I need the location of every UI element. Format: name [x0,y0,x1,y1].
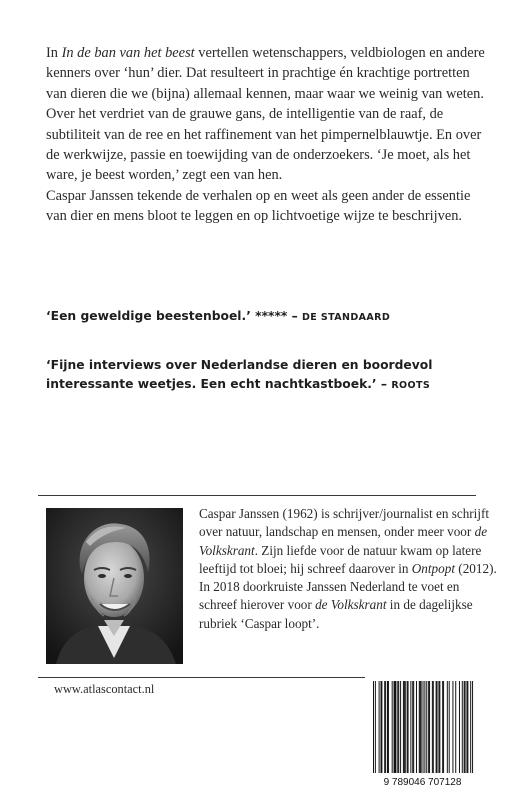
barcode-bar [394,681,395,773]
blurb-body: vertellen wetenschappers, veldbiologen en andere kenners over ‘hun’ dier. Dat resulteert in prachtige én krachtige portretten van dieren die we (bijna) allemaal kennen, maar waar we weinig van weten. Over het verdriet van de grauwe gans, de intelligentie van de raaf, de subtiliteit van de ree en het raffinement van het pimpernelblauwtje. En over de werkwijze, passie en toewijding van de onderzoekers. ‘Je moet, als het ware, je beest worden,’ zegt een van hen. [46,45,485,184]
barcode-bar [380,681,381,773]
isbn-barcode [365,677,480,792]
review-quote-roots [46,356,486,395]
quote-text: ‘Een geweldige beestenboel.’ ***** – [46,309,303,323]
barcode-bar [437,681,438,773]
review-quote-standaard [46,307,486,327]
publisher-website: www.atlascontact.nl [54,682,155,696]
divider-top [38,495,476,496]
quote-source: ROOTS [391,380,431,391]
barcode-bar [403,681,404,773]
barcode-bar [439,681,440,773]
quote-source: DE STANDAARD [302,312,391,323]
barcode-bar [432,681,433,773]
barcode-bar [410,681,411,773]
barcode-bar [462,681,463,773]
barcode-bar [436,681,437,773]
barcode-bar [421,681,422,773]
barcode-bar [388,681,389,773]
barcode-bar [423,681,424,773]
book-title: In de ban van het beest [61,45,195,61]
barcode-bar [385,681,386,773]
barcode-bar [464,681,465,773]
newspaper-title: de Volkskrant [315,597,387,613]
barcode-bar [428,681,429,773]
barcode-bar [438,681,439,773]
blurb-second-paragraph: Caspar Janssen tekende de verhalen op en weet als geen ander de essentie van dier en mens bloot te leggen en op lichtvoetige wijze te beschrijven. [46,187,471,225]
barcode-bar [384,681,385,773]
barcode-bar [449,681,450,773]
barcode-bar [433,681,434,773]
barcode-bar [395,681,396,773]
barcode-bar [452,681,453,773]
barcode-bar [375,681,376,773]
blurb-intro: In [46,45,62,61]
newspaper-title: de Volkskrant [199,524,488,558]
book-title-ontpopt: Ontpopt [411,560,455,576]
barcode-bar [429,681,430,773]
barcode-bar [408,681,409,773]
barcode-bar [426,681,427,773]
barcode-bar [412,681,413,773]
bio-text: Caspar Janssen (1962) is schrijver/journalist en schrijft over natuur, landschap en mensen, onder meer voor [199,506,490,540]
barcode-bar [416,681,417,773]
barcode-bar [455,681,456,773]
barcode-bar [420,681,421,773]
author-photo [46,508,183,664]
barcode-bar [447,681,448,773]
barcode-bar [381,681,382,773]
barcode-bar [424,681,425,773]
barcode-bar [379,681,380,773]
barcode-digits: 9 789046 707128 [383,777,462,788]
author-bio [199,505,499,633]
bio-text: . Zijn liefde voor de natuur kwam op latere leeftijd tot bloei; hij schreef daarover in [199,542,482,576]
barcode-bar [465,681,466,773]
barcode-bar [400,681,401,773]
barcode-bar [387,681,388,773]
barcode-bar [398,681,399,773]
back-cover-blurb [46,43,486,227]
bio-text: (2012). In 2018 doorkruiste Janssen Nederland te voet en schreef hierover voor [199,560,497,613]
barcode-bar [472,681,473,773]
barcode-bar [466,681,467,773]
barcode-bar [397,681,398,773]
barcode-bar [395,681,396,773]
barcode-bar [407,681,408,773]
barcode-bar [470,681,471,773]
bio-text: in de dagelijkse rubriek ‘Caspar loopt’. [199,597,473,631]
barcode-bar [392,681,393,773]
blurb-paragraph [46,43,486,186]
barcode-bar [442,681,443,773]
barcode-bar [443,681,444,773]
bio-paragraph [199,505,499,633]
barcode-bar [413,681,414,773]
barcode-bar [467,681,468,773]
quote-text: ‘Fijne interviews over Nederlandse dieren en boordevol interessante weetjes. Een echt nachtkastboek.’ – [46,358,433,391]
barcode-bar [404,681,405,773]
barcode-bar [373,681,374,773]
barcode-bar [419,681,420,773]
barcode-bar [405,681,406,773]
barcode-bar [459,681,460,773]
